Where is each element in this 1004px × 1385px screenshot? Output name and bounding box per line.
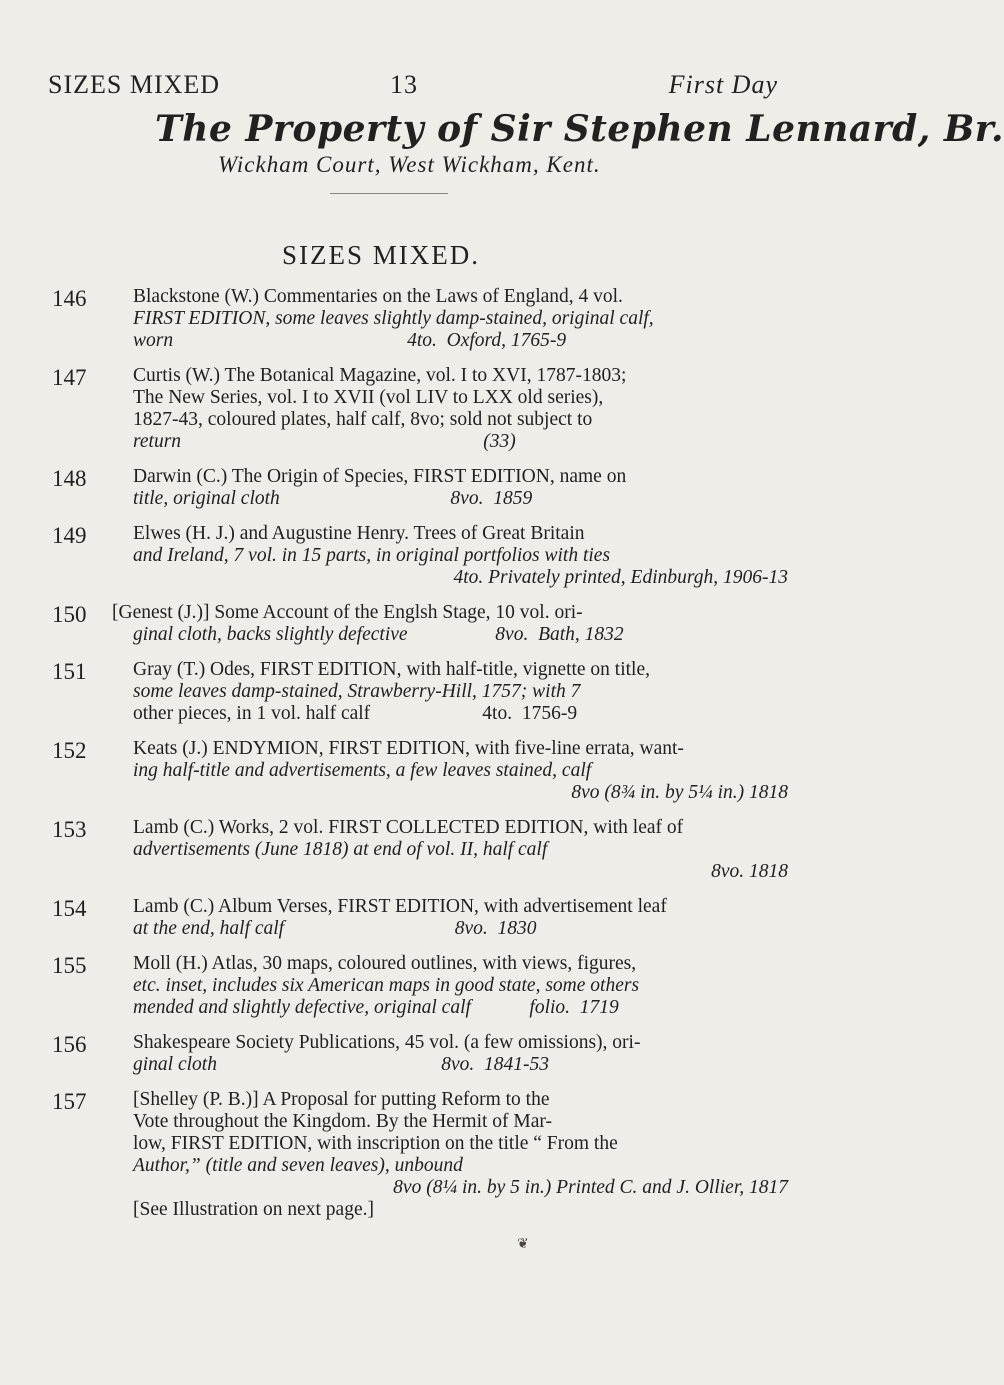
- lot-line: [Genest (J.)] Some Account of the Englsh Stage, 10 vol. ori-: [112, 602, 583, 623]
- lot-line: Keats (J.) ENDYMION, FIRST EDITION, with five-line errata, want-: [133, 738, 684, 759]
- lot-line: 1827-43, coloured plates, half calf, 8vo; sold not subject to: [133, 409, 593, 430]
- lot-number: 148: [52, 466, 87, 491]
- lot-description: [133, 659, 788, 725]
- lot-line: Curtis (W.) The Botanical Magazine, vol. I to XVI, 1787-1803;: [133, 365, 627, 386]
- lot-number: 152: [52, 738, 87, 763]
- lot-number: 155: [52, 953, 87, 978]
- lot-description: [133, 1032, 788, 1076]
- property-title: The Property of Sir Stephen Lennard, Br.: [155, 108, 1004, 150]
- divider-rule: [330, 193, 448, 194]
- lot-description: [133, 466, 788, 510]
- lot-number: 156: [52, 1032, 87, 1057]
- lot-line: [Shelley (P. B.)] A Proposal for putting Reform to the: [133, 1089, 550, 1110]
- property-address: Wickham Court, West Wickham, Kent.: [218, 152, 601, 177]
- lot-line: at the end, half calf 8vo. 1830: [133, 918, 537, 939]
- lot-description: [133, 953, 788, 1019]
- lot-number: 147: [52, 365, 87, 390]
- lot-line: other pieces, in 1 vol. half calf 4to. 1756-9: [133, 703, 578, 724]
- lot-line: 8vo (8¼ in. by 5 in.) Printed C. and J. Ollier, 1817: [393, 1177, 788, 1198]
- lot-line: Darwin (C.) The Origin of Species, FIRST EDITION, name on: [133, 466, 627, 487]
- flourish-ornament: ❦: [517, 1237, 529, 1252]
- lot-line: low, FIRST EDITION, with inscription on the title “ From the: [133, 1133, 618, 1154]
- lot-description: [133, 1089, 788, 1221]
- lot-description: [112, 602, 767, 646]
- lot-line: Elwes (H. J.) and Augustine Henry. Trees of Great Britain: [133, 523, 585, 544]
- section-title: SIZES MIXED.: [282, 240, 480, 270]
- lot-description: [133, 738, 788, 804]
- lot-line: Gray (T.) Odes, FIRST EDITION, with half-title, vignette on title,: [133, 659, 651, 680]
- lot-line: some leaves damp-stained, Strawberry-Hill, 1757; with 7: [133, 681, 581, 702]
- lot-line: ginal cloth, backs slightly defective 8vo. Bath, 1832: [133, 624, 624, 645]
- lot-line: Vote throughout the Kingdom. By the Hermit of Mar-: [133, 1111, 552, 1132]
- lot-line: worn 4to. Oxford, 1765-9: [133, 330, 567, 351]
- lot-number: 150: [52, 602, 87, 627]
- lot-line: ing half-title and advertisements, a few leaves stained, calf: [133, 760, 592, 781]
- page-number: 13: [390, 70, 418, 99]
- lot-description: [133, 817, 788, 883]
- lot-number: 149: [52, 523, 87, 548]
- lot-description: [133, 896, 788, 940]
- lot-number: 153: [52, 817, 87, 842]
- lot-line: Blackstone (W.) Commentaries on the Laws of England, 4 vol.: [133, 286, 623, 307]
- section-header: SIZES MIXED: [48, 70, 221, 99]
- lot-line: [See Illustration on next page.]: [133, 1199, 374, 1220]
- lot-line: 4to. Privately printed, Edinburgh, 1906-13: [453, 567, 788, 588]
- lot-number: 146: [52, 286, 87, 311]
- day-header: First Day: [668, 70, 778, 99]
- running-head: [48, 70, 778, 110]
- lot-description: [133, 523, 788, 589]
- lot-number: 157: [52, 1089, 87, 1114]
- lot-line: 8vo (8¾ in. by 5¼ in.) 1818: [571, 782, 788, 803]
- lot-line: mended and slightly defective, original calf folio. 1719: [133, 997, 619, 1018]
- lot-line: 8vo. 1818: [711, 861, 788, 882]
- lot-line: Lamb (C.) Works, 2 vol. FIRST COLLECTED EDITION, with leaf of: [133, 817, 684, 838]
- lot-line: advertisements (June 1818) at end of vol. II, half calf: [133, 839, 548, 860]
- lot-description: [133, 365, 788, 453]
- lot-line: Author,” (title and seven leaves), unbound: [133, 1155, 463, 1176]
- lot-line: and Ireland, 7 vol. in 15 parts, in original portfolios with ties: [133, 545, 611, 566]
- lot-description: [133, 286, 788, 352]
- lot-line: Shakespeare Society Publications, 45 vol. (a few omissions), ori-: [133, 1032, 641, 1053]
- lot-line: title, original cloth 8vo. 1859: [133, 488, 533, 509]
- lot-line: FIRST EDITION, some leaves slightly damp-stained, original calf,: [133, 308, 654, 329]
- lot-number: 154: [52, 896, 87, 921]
- lot-line: return (33): [133, 431, 516, 452]
- lot-line: etc. inset, includes six American maps in good state, some others: [133, 975, 640, 996]
- lot-line: Moll (H.) Atlas, 30 maps, coloured outlines, with views, figures,: [133, 953, 637, 974]
- lot-line: Lamb (C.) Album Verses, FIRST EDITION, with advertisement leaf: [133, 896, 667, 917]
- lot-number: 151: [52, 659, 87, 684]
- lot-line: The New Series, vol. I to XVII (vol LIV to LXX old series),: [133, 387, 604, 408]
- lot-line: ginal cloth 8vo. 1841-53: [133, 1054, 549, 1075]
